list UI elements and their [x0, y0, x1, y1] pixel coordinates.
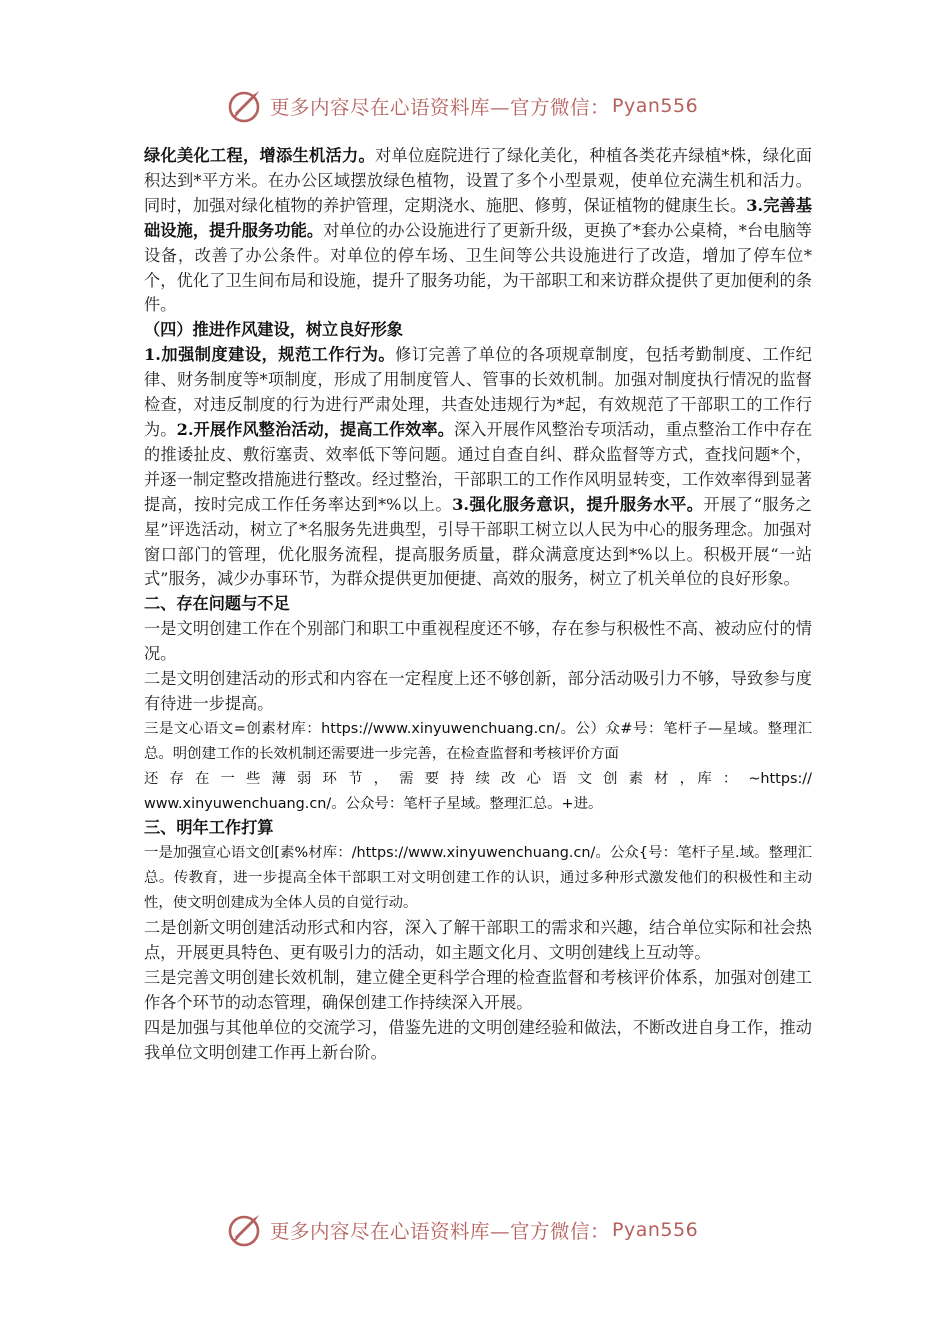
paragraph-work-style: 1.加强制度建设，规范工作行为。修订完善了单位的各项规章制度，包括考勤制度、工作纪律、财务制度等*项制度，形成了用制度管人、管事的长效机制。加强对制度执行情况的监督检查，对违反制度的行为进行严肃处理，共查处违规行为*起，有效规范了干部职工的工作行为。2.开展作风整治活动，提高工作效率。深入开展作风整治专项活动，重点整治工作中存在的推诿扯皮、敷衍塞责、效率低下等问题。通过自查自纠、群众监督等方式，查找问题*个，并逐一制定整改措施进行整改。经过整治，干部职工的工作作风明显转变，工作效率得到显著提高，按时完成工作任务率达到*%以上。3.强化服务意识，提升服务水平。开展了“服务之星”评选活动，树立了*名服务先进典型，引导干部职工树立以人民为中心的服务理念。加强对窗口部门的管理，优化服务流程，提高服务质量，群众满意度达到*%以上。积极开展“一站式”服务，减少办事环节，为群众提供更加便捷、高效的服务，树立了机关单位的良好形象。 [144, 345, 813, 589]
pen-nib-logo-icon [226, 1210, 266, 1250]
plan-item: 二是创新文明创建活动形式和内容，深入了解干部职工的需求和兴趣，结合单位实际和社会热点，开展更具特色、更有吸引力的活动，如主题文化月、文明创建线上互动等。 [144, 918, 812, 962]
document-body [144, 144, 812, 1066]
watermark-text: 更多内容尽在心语资料库—官方微信： [270, 96, 611, 119]
heading-work-style: （四）推进作风建设，树立良好形象 [144, 320, 403, 340]
paragraph-greening-facilities: 绿化美化工程，增添生机活力。对单位庭院进行了绿化美化，种植各类花卉绿植*株，绿化面积达到*平方米。在办公区域摆放绿色植物，设置了多个小型景观，使单位充满生机和活力。同时，加强对绿化植物的养护管理，定期浇水、施肥、修剪，保证植物的健康生长。3.完善基础设施，提升服务功能。对单位的办公设施进行了更新升级，更换了*套办公桌椅，*台电脑等设备，改善了办公条件。对单位的停车场、卫生间等公共设施进行了改造，增加了停车位*个，优化了卫生间布局和设施，提升了服务功能，为干部职工和来访群众提供了更加便利的条件。 [144, 146, 812, 315]
plan-item: 一是加强宣心语文创[素%材库：/https://www.xinyuwenchuang.cn/。公众{号：笔杆子星.域。整理汇总。传教育，进一步提高全体干部职工对文明创建工作的认识，通过多种形式激发他们的积极性和主动性，使文明创建成为全体人员的自觉行动。 [144, 845, 812, 912]
heading-plans: 三、明年工作打算 [144, 818, 274, 838]
issue-item-line: www.xinyuwenchuang.cn/。公众号：笔杆子星域。整理汇总。+进。 [144, 795, 603, 812]
footer-watermark [226, 1208, 746, 1252]
watermark-id: Pyan556 [612, 95, 699, 117]
header-watermark [226, 84, 746, 128]
issue-item-line: 还 存 在 一 些 薄 弱 环 节 ， 需 要 持 续 改 心 语 文 创 素 材 ，库 ： ~https:// [144, 770, 812, 787]
watermark-id: Pyan556 [612, 1219, 699, 1241]
heading-issues: 二、存在问题与不足 [144, 594, 290, 614]
pen-nib-logo-icon [226, 86, 266, 126]
issue-item: 一是文明创建工作在个别部门和职工中重视程度还不够，存在参与积极性不高、被动应付的情况。 [144, 619, 812, 664]
plan-item: 四是加强与其他单位的交流学习，借鉴先进的文明创建经验和做法，不断改进自身工作，推动我单位文明创建工作再上新台阶。 [144, 1017, 812, 1062]
issue-item: 二是文明创建活动的形式和内容在一定程度上还不够创新，部分活动吸引力不够，导致参与度有待进一步提高。 [144, 669, 812, 713]
issue-item: 三是文心语文=创素材库：https://www.xinyuwenchuang.cn/。公）众#号：笔杆子—星域。整理汇总。明创建工作的长效机制还需要进一步完善，在检查监督和考核评价方面 [144, 720, 812, 762]
plan-item: 三是完善文明创建长效机制，建立健全更科学合理的检查监督和考核评价体系，加强对创建工作各个环节的动态管理，确保创建工作持续深入开展。 [144, 967, 812, 1012]
watermark-text: 更多内容尽在心语资料库—官方微信： [270, 1220, 611, 1243]
